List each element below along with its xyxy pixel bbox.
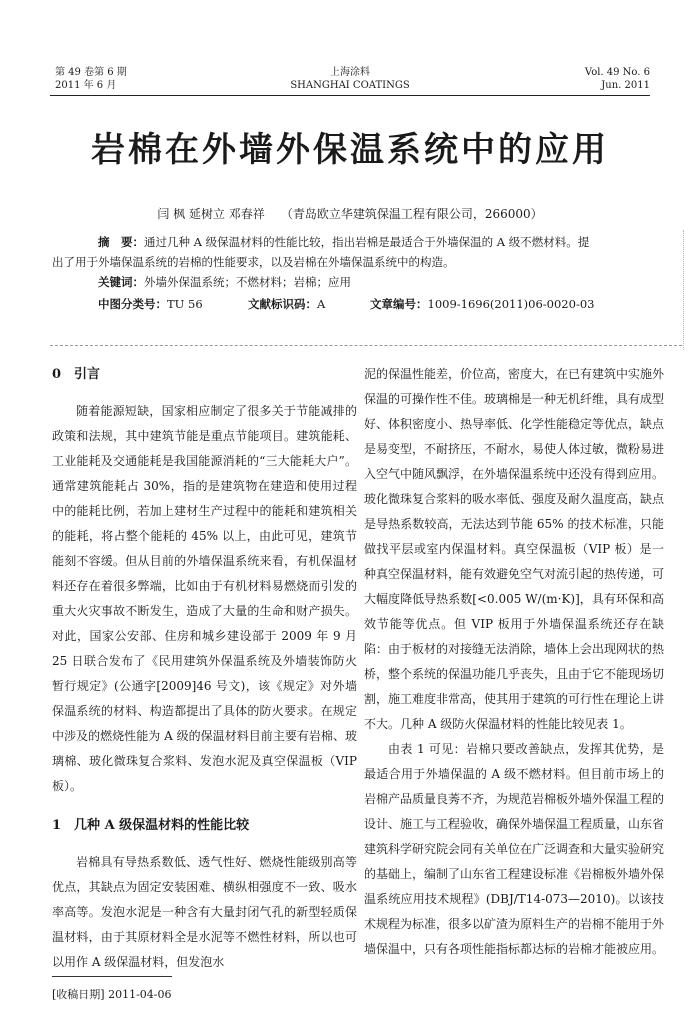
abstract-line-2 (52, 254, 455, 271)
keywords-label: 关键词： (98, 275, 144, 289)
volume-issue: 第 49 卷第 6 期 (55, 67, 127, 78)
author-affiliation: （青岛欧立华建筑保温工程有限公司，266000） (280, 207, 543, 221)
paragraph-intro: 随着能源短缺，国家相应制定了很多关于节能减排的政策和法规，其中建筑节能是重点节能项目。建筑能耗、工业能耗及交通能耗是我国能源消耗的“三大能耗大户”。通常建筑能耗占 30%，指的是建筑物在建造和使用过程中的能耗比例，若加上建材生产过程中的能耗和建筑相关的能耗，将占整个能耗的 45% 以上，由此可见，建筑节能刻不容缓。但从目前的外墙保温系统来看，有机保温材料还存在着很多弊端，比如由于有机材料易燃烧而引发的重大火灾事故不断发生，造成了大量的生命和财产损失。对此，国家公安部、住房和城乡建设部于 2009 年 9 月 25 日联合发布了《民用建筑外保温系统及外墙装饰防火暂行规定》(公通字[2009]46 号文)，该《规定》对外墙保温系统的材料、构造都提出了具体的防火要求。在规定中涉及的燃烧性能为 A 级的保温材料目前主要有岩棉、玻璃棉、玻化微珠复合浆料、发泡水泥及真空保温板（VIP 板）。 (52, 404, 357, 793)
header-rule (50, 95, 650, 96)
doc-code-value: A (317, 297, 326, 311)
article-number-label: 文章编号： (370, 297, 428, 311)
classification-line (98, 296, 203, 313)
paragraph-comparison: 泥的保温性能差，价位高，密度大，在已有建筑中实施外保温的可操作性不佳。玻璃棉是一种无机纤维，具有成型好、体积密度小、热导率低、化学性能稳定等优点，缺点是易变型，不耐挤压，不耐水，易使人体过敏，微粉易进入空气中随风飘浮，在外墙保温系统中还没有得到应用。玻化微珠复合浆料的吸水率低、强度及耐久温度高，缺点是导热系数较高，无法达到节能 65% 的技术标准，只能做找平层或室内保温材料。真空保温板（VIP 板）是一种真空保温材料，能有效避免空气对流引起的热传递，可大幅度降低导热系数[<0.005 W/(m·K)]，具有环保和高效节能等优点。但 VIP 板用于外墙保温系统还存在缺陷：由于板材的对接缝无法消除，墙体上会出现网状的热桥，整个系统的保温功能几乎丧失，且由于它不能现场切割，施工难度非常高，使其用于建筑的可行性在理论上讲不大。几种 A 级防火保温材料的性能比较见表 1。 (364, 367, 665, 731)
running-header (0, 60, 700, 100)
footnote-rule (52, 976, 172, 977)
article-number-line (370, 296, 594, 313)
clc-value: TU 56 (167, 297, 203, 311)
article-number-value: 1009-1696(2011)06-0020-03 (427, 297, 595, 311)
left-column (52, 362, 357, 975)
volume-issue-en: Vol. 49 No. 6 (584, 67, 650, 78)
paragraph-materials: 岩棉具有导热系数低、透气性好、燃烧性能级别高等优点，其缺点为固定安装困难、横纵相强度不一致、吸水率高等。发泡水泥是一种含有大量封闭气孔的新型轻质保温材料，由于其原材料全是水泥等不燃性材料，所以也可以用作 A 级保温材料，但发泡水 (52, 855, 357, 969)
abstract-text-1: 通过几种 A 级保温材料的性能比较，指出岩棉是最适合于外墙保温的 A 级不燃材料。提 (144, 235, 590, 249)
author-names: 闫 枫 延树立 邓春祥 (157, 207, 265, 221)
section-1-heading: 1 几种 A 级保温材料的性能比较 (52, 818, 250, 833)
clc-label: 中图分类号： (98, 297, 167, 311)
paper-title: 岩棉在外墙外保温系统中的应用 (91, 130, 609, 170)
keywords-text: 外墙外保温系统；不燃材料；岩棉；应用 (144, 275, 351, 289)
doc-code-label: 文献标识码： (248, 297, 317, 311)
issue-date-en: Jun. 2011 (601, 80, 650, 91)
paragraph-conclusion: 由表 1 可见：岩棉只要改善缺点，发挥其优势，是最适合用于外墙保温的 A 级不燃材料。但目前市场上的岩棉产品质量良莠不齐，为规范岩棉板外墙外保温工程的设计、施工与工程验收，确保外墙保温工程质量，山东省建筑科学研究院会同有关单位在广泛调查和大量实验研究的基础上，编制了山东省工程建设标准《岩棉板外墙外保温系统应用技术规程》(DBJ/T14-073—2010)。以该技术规程为标准，很多以矿渣为原料生产的岩棉不能用于外墙保温中，只有各项性能指标都达标的岩棉才能被应用。 (364, 742, 665, 956)
journal-issue-en (585, 66, 650, 92)
abstract-divider (50, 345, 682, 346)
journal-name-cn: 上海涂料 (330, 67, 370, 78)
keywords-line (98, 274, 351, 291)
received-date: [收稿日期] 2011-04-06 (52, 988, 172, 1001)
abstract-text-2: 出了用于外墙保温系统的岩棉的性能要求，以及岩棉在外墙保温系统中的构造。 (52, 255, 455, 269)
received-date-footnote (52, 976, 357, 1002)
abstract-line-1 (98, 234, 589, 251)
doc-code-line (248, 296, 325, 313)
section-0-heading: 0 引言 (52, 367, 101, 382)
issue-date: 2011 年 6 月 (55, 80, 117, 91)
abstract-label: 摘 要： (98, 235, 144, 249)
abstract-block (50, 232, 650, 342)
journal-name-en: SHANGHAI COATINGS (290, 80, 410, 91)
right-column (364, 362, 664, 962)
scan-artifact (683, 230, 690, 350)
author-line (0, 205, 700, 223)
